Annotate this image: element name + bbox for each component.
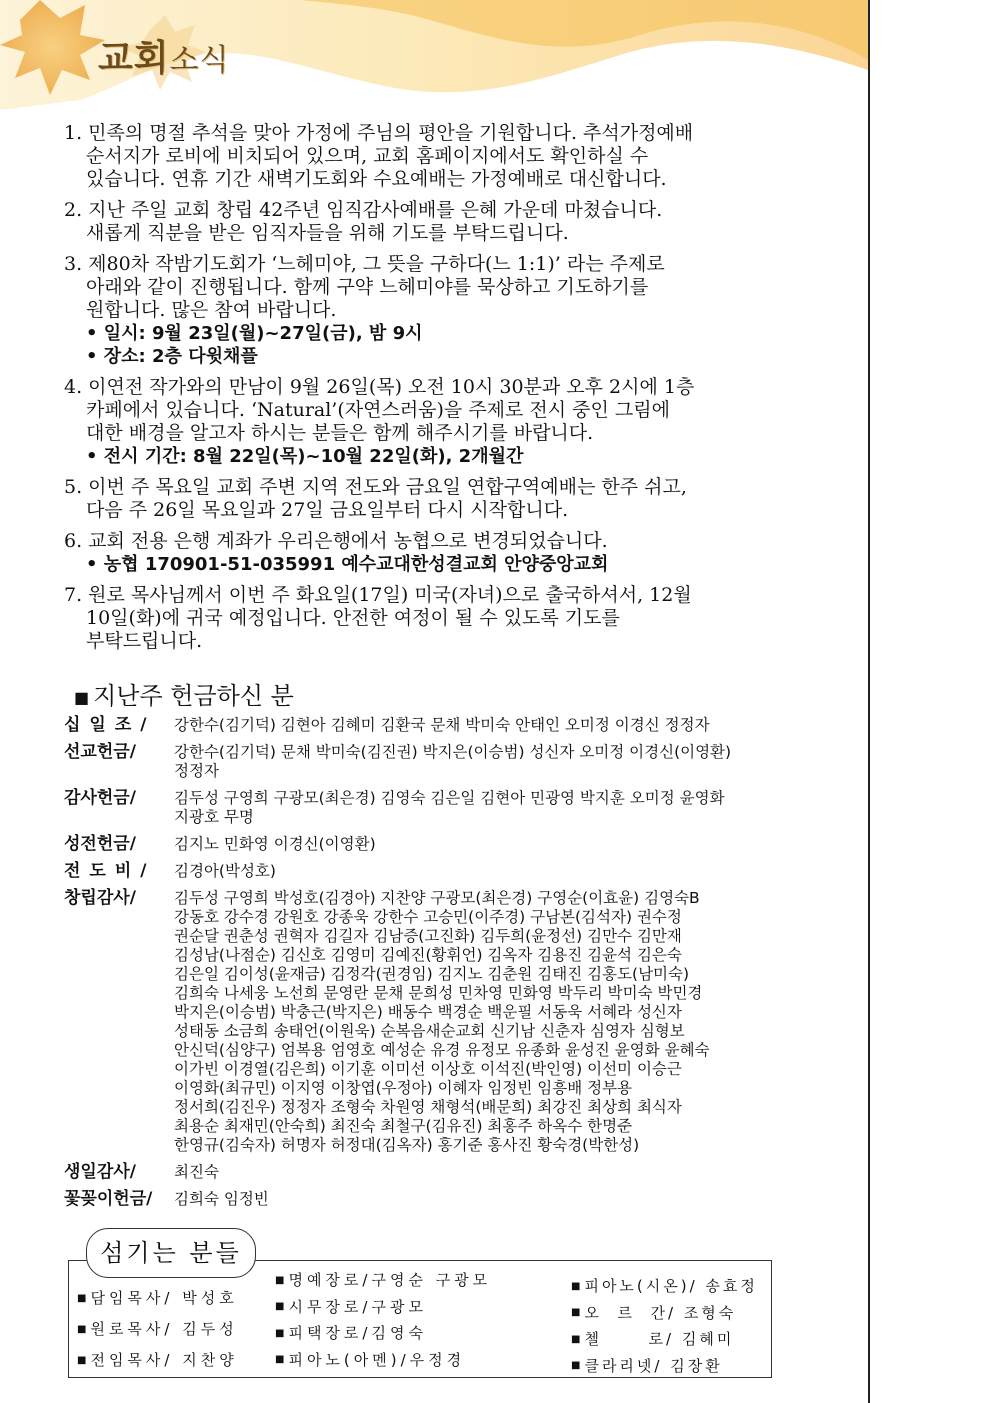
offering-names-line: 김두성 구영희 박성호(김경아) 지찬양 구광모(최은경) 구영순(이효윤) 김영숙B (174, 889, 700, 907)
news-item (64, 530, 854, 576)
news-bullet: • 농협 170901-51-035991 예수교대한성결교회 안양중앙교회 (86, 554, 609, 575)
offering-names (174, 743, 814, 781)
offering-names-line: 김경아(박성호) (174, 862, 276, 880)
offering-row (64, 1190, 864, 1209)
offering-label-slash: / (146, 1189, 153, 1209)
offering-label (64, 716, 174, 735)
offering-names-line: 지광호 무명 (174, 808, 254, 826)
offering-label (64, 743, 174, 781)
offering-section-title: ■ 지난주 헌금하신 분 (74, 682, 294, 710)
offering-label (64, 1163, 174, 1182)
offering-names-line: 김희숙 임정빈 (174, 1190, 269, 1208)
server-entry (275, 1347, 491, 1374)
offering-names-line: 강한수(김기덕) 김현아 김혜미 김환국 문채 박미숙 안태인 오미정 이경신 정정자 (174, 716, 710, 734)
church-news-list (64, 122, 854, 661)
offering-names-line: 이영화(최규민) 이지영 이창엽(우정아) 이혜자 임정빈 임흥배 정부용 (174, 1079, 633, 1097)
server-entry-text: 담임목사/ 박성호 (90, 1289, 238, 1307)
offering-label-text: 선교헌금 (64, 742, 130, 762)
offering-names-line: 정서희(김진우) 정정자 조형숙 차원영 채형석(배문희) 최강진 최상희 최식자 (174, 1098, 682, 1116)
offering-label-text: 꽃꽂이헌금 (64, 1189, 147, 1209)
news-line: 부탁드립니다. (86, 630, 203, 652)
servers-title: 섬기는 분들 (86, 1228, 256, 1278)
square-bullet-icon: ■ (77, 1293, 87, 1304)
offering-row (64, 743, 864, 781)
news-item (64, 476, 854, 522)
news-item (64, 376, 854, 468)
offering-names-line: 김두성 구영희 구광모(최은경) 김영숙 김은일 김현아 민광영 박지훈 오미정 윤영화 (174, 789, 725, 807)
offering-row (64, 716, 864, 735)
offering-label-slash: / (129, 888, 136, 908)
offering-names-line: 한영규(김숙자) 허명자 허정대(김옥자) 홍기준 홍사진 황숙경(박한성) (174, 1136, 640, 1154)
news-item (64, 199, 854, 245)
square-bullet-icon: ■ (275, 1354, 285, 1365)
offering-names (174, 1163, 814, 1182)
news-line: 순서지가 로비에 비치되어 있으며, 교회 홈페이지에서도 확인하실 수 (86, 145, 649, 167)
offering-label-slash: / (129, 1162, 136, 1182)
news-item (64, 253, 854, 368)
square-bullet-icon: ■ (77, 1324, 87, 1335)
server-entry-text: 첼 로/ 김혜미 (584, 1330, 735, 1348)
offering-label-text: 창립감사 (64, 888, 130, 908)
offering-label-slash: / (129, 742, 136, 762)
news-bullet: • 장소: 2층 다윗채플 (86, 346, 258, 367)
offering-names-line: 박지은(이승범) 박충근(박지은) 배동수 백경순 백운필 서동욱 서혜라 성신자 (174, 1003, 682, 1021)
offering-row (64, 789, 864, 827)
square-bullet-icon: ■ (571, 1280, 581, 1292)
offering-label-text: 감사헌금 (64, 788, 130, 808)
news-line: 다음 주 26일 목요일과 27일 금요일부터 다시 시작합니다. (86, 499, 569, 521)
offering-names-line: 성태동 소금희 송태언(이원욱) 순복음새순교회 신기남 신춘자 심영자 심형보 (174, 1022, 685, 1040)
offering-label-text: 생일감사 (64, 1162, 130, 1182)
offering-names-line: 최용순 최재민(안숙희) 최진숙 최철구(김유진) 최홍주 하옥수 한명준 (174, 1117, 633, 1135)
offering-label (64, 835, 174, 854)
offering-row (64, 889, 864, 1155)
square-bullet-icon: ■ (275, 1327, 285, 1339)
offering-names-line: 이가빈 이경열(김은희) 이기훈 이미선 이상호 이석진(박인영) 이선미 이승근 (174, 1060, 682, 1078)
offering-label-slash: / (129, 834, 136, 854)
server-entry-text: 클라리넷/ 김장환 (584, 1356, 723, 1375)
server-entry (571, 1326, 758, 1353)
offering-names-line: 강동호 강수경 강원호 강종욱 강한수 고승민(이주경) 구남본(김석자) 권수정 (174, 908, 682, 926)
news-line: 대한 배경을 알고자 하시는 분들은 함께 해주시기를 바랍니다. (86, 422, 594, 444)
offering-names (174, 716, 814, 735)
news-item (64, 584, 854, 653)
news-line: 7. 원로 목사님께서 이번 주 화요일(17일) 미국(자녀)으로 출국하셔서, 12월 (64, 584, 692, 606)
page-title: 교회소식 (98, 38, 230, 79)
server-entry (571, 1353, 758, 1380)
server-entry (275, 1294, 491, 1321)
offering-label-text: 전도비 (64, 861, 141, 881)
server-entry-text: 피택장로/김영숙 (288, 1324, 427, 1342)
news-line: 원합니다. 많은 참여 바랍니다. (86, 299, 337, 321)
square-bullet-icon: ■ (571, 1333, 581, 1345)
news-line: 새롭게 직분을 받은 임직자들을 위해 기도를 부탁드립니다. (86, 222, 569, 244)
server-entry-text: 피아노(시온)/ 송효정 (584, 1277, 758, 1295)
server-entry-text: 전임목사/ 지찬양 (90, 1351, 238, 1369)
offering-label (64, 862, 174, 881)
offering-names-line: 김희숙 나세웅 노선희 문영란 문채 문희성 민차영 민화영 박두리 박미숙 박민경 (174, 984, 703, 1002)
servers-music-column (571, 1273, 758, 1379)
offering-names (174, 835, 814, 854)
offering-row (64, 862, 864, 881)
offering-names-line: 김성남(나점순) 김신호 김영미 김예진(황휘언) 김옥자 김용진 김윤석 김은숙 (174, 946, 682, 964)
offering-list (64, 716, 864, 1217)
news-line: 2. 지난 주일 교회 창립 42주년 임직감사예배를 은혜 가운데 마쳤습니다. (64, 199, 663, 221)
offering-label-text: 성전헌금 (64, 834, 130, 854)
offering-label-slash: / (140, 861, 147, 881)
server-entry (77, 1283, 238, 1314)
offering-label-slash: / (129, 788, 136, 808)
news-line: 1. 민족의 명절 추석을 맞아 가정에 주님의 평안을 기원합니다. 추석가정예배 (64, 122, 694, 144)
servers-pastors-column (77, 1283, 238, 1376)
offering-names (174, 862, 814, 881)
news-line: 있습니다. 연휴 기간 새벽기도회와 수요예배는 가정예배로 대신합니다. (86, 168, 667, 190)
offering-label-slash: / (140, 715, 147, 735)
offering-names-line: 강한수(김기덕) 문채 박미숙(김진권) 박지은(이승범) 성신자 오미정 이경신(이영환) (174, 743, 732, 761)
server-entry-text: 피아노(아멘)/우정경 (288, 1350, 466, 1369)
offering-names-line: 김은일 김이성(윤재금) 김정각(권경임) 김지노 김춘원 김태진 김홍도(남미숙) (174, 965, 690, 983)
server-entry (275, 1320, 491, 1347)
offering-names-line: 권순달 권춘성 권혁자 김길자 김남증(고진화) 김두희(윤정선) 김만수 김만재 (174, 927, 682, 945)
square-bullet-icon: ■ (275, 1301, 285, 1312)
news-line: 아래와 같이 진행됩니다. 함께 구약 느헤미야를 묵상하고 기도하기를 (86, 276, 649, 298)
offering-label (64, 889, 174, 1155)
server-entry-text: 오 르 간/ 조형숙 (584, 1303, 737, 1322)
page-divider-line (868, 0, 870, 1403)
server-entry-text: 원로목사/ 김두성 (90, 1320, 238, 1338)
news-bullet: • 전시 기간: 8월 22일(목)~10월 22일(화), 2개월간 (86, 446, 524, 467)
news-bullet: • 일시: 9월 23일(월)~27일(금), 밤 9시 (86, 323, 423, 344)
offering-names-line: 정정자 (174, 762, 219, 780)
news-line: 3. 제80차 작밤기도회가 ‘느헤미야, 그 뜻을 구하다(느 1:1)’ 라는 주제로 (64, 253, 665, 275)
offering-names-line: 안신덕(심양구) 엄복용 엄영호 예성순 유경 유정모 유종화 윤성진 윤영화 윤혜숙 (174, 1041, 710, 1059)
offering-row (64, 1163, 864, 1182)
servers-elders-column (275, 1267, 491, 1373)
offering-names (174, 1190, 814, 1209)
server-entry-text: 시무장로/구광모 (288, 1297, 427, 1316)
square-bullet-icon: ■ (275, 1274, 285, 1286)
news-line: 카페에서 있습니다. ‘Natural’(자연스러움)을 주제로 전시 중인 그림에 (86, 399, 670, 421)
offering-label (64, 789, 174, 827)
square-bullet-icon: ■ (571, 1360, 581, 1371)
square-bullet-icon: ■ (571, 1307, 581, 1318)
header-banner (0, 0, 868, 125)
offering-names (174, 789, 814, 827)
square-bullet-icon: ■ (77, 1355, 87, 1366)
offering-label-text: 십일조 (64, 715, 141, 735)
server-entry (571, 1273, 758, 1300)
offering-names-line: 김지노 민화영 이경신(이영환) (174, 835, 376, 853)
offering-label (64, 1190, 174, 1209)
news-item (64, 122, 854, 191)
news-line: 4. 이연전 작가와의 만남이 9월 26일(목) 오전 10시 30분과 오후 2시에 1층 (64, 376, 695, 398)
offering-row (64, 835, 864, 854)
news-line: 6. 교회 전용 은행 계좌가 우리은행에서 농협으로 변경되었습니다. (64, 530, 608, 552)
news-line: 5. 이번 주 목요일 교회 주변 지역 전도와 금요일 연합구역예배는 한주 쉬고, (64, 476, 687, 498)
offering-names (174, 889, 814, 1155)
server-entry (571, 1300, 758, 1327)
offering-names-line: 최진숙 (174, 1163, 219, 1181)
news-line: 10일(화)에 귀국 예정입니다. 안전한 여정이 될 수 있도록 기도를 (86, 607, 620, 629)
server-entry (77, 1314, 238, 1345)
server-entry-text: 명예장로/구영순 구광모 (288, 1271, 492, 1289)
server-entry (77, 1345, 238, 1376)
server-entry (275, 1267, 491, 1294)
